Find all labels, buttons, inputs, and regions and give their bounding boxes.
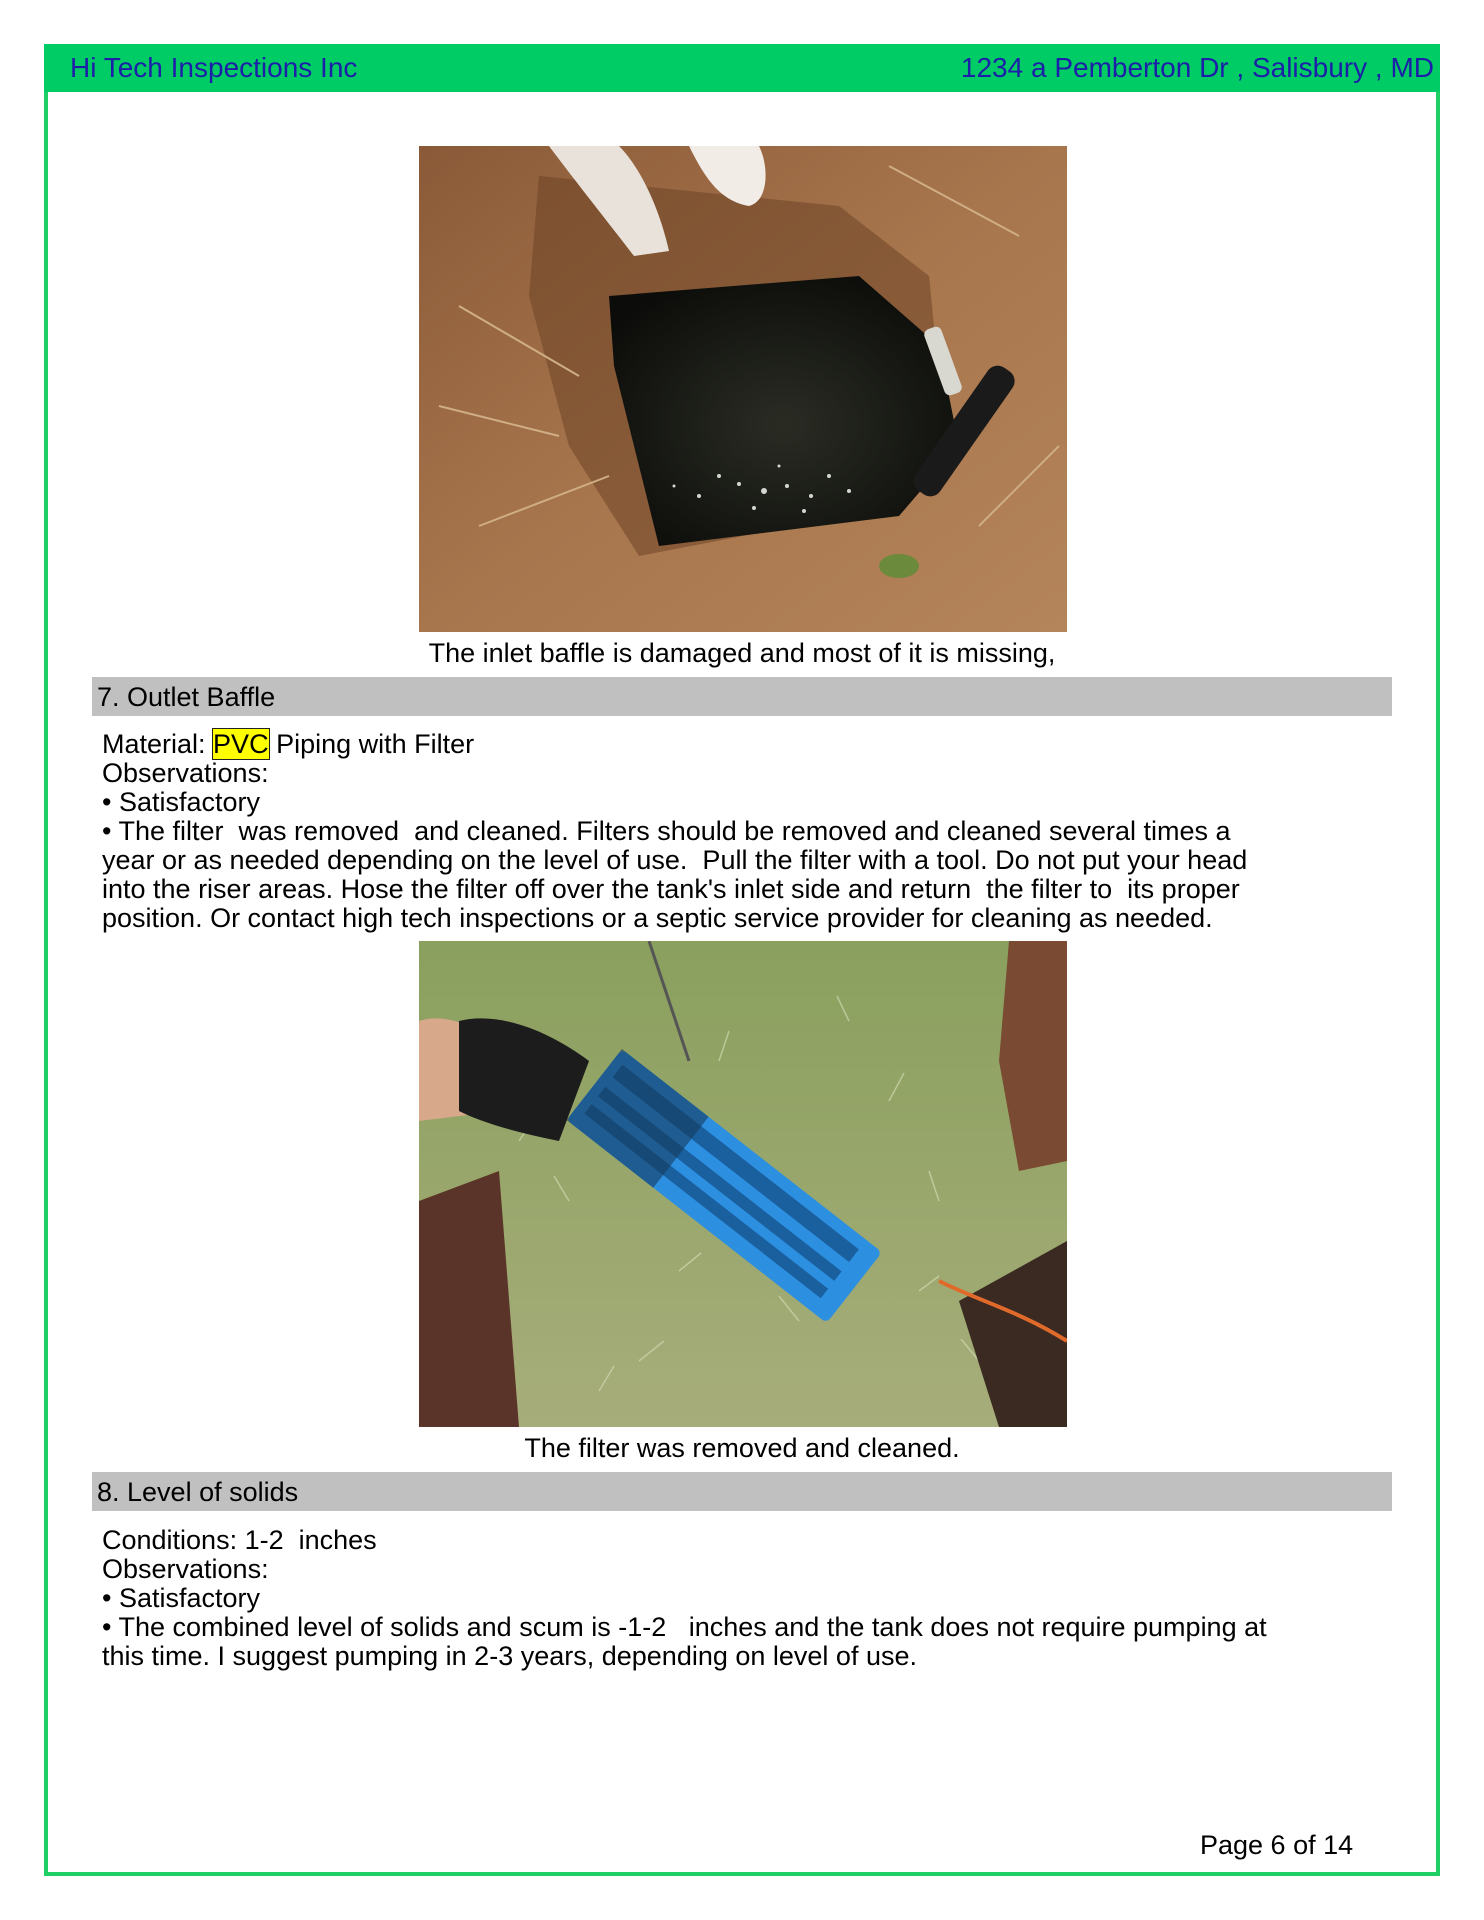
filter-photo (419, 941, 1067, 1427)
material-line: Material: PVC Piping with Filter (102, 729, 475, 759)
observation-line: this time. I suggest pumping in 2-3 years, depending on level of use. (102, 1641, 917, 1671)
observation-line: year or as needed depending on the level of use. Pull the filter with a tool. Do not put your head (102, 845, 1248, 875)
material-highlight: PVC (213, 729, 269, 759)
observation-satisfactory: • Satisfactory (102, 1583, 261, 1613)
report-header (44, 44, 1440, 92)
section-level-of-solids-header: 8. Level of solids (92, 1472, 1392, 1511)
observations-label: Observations: (102, 758, 269, 788)
observation-satisfactory: • Satisfactory (102, 787, 261, 817)
photo2-caption: The filter was removed and cleaned. (524, 1433, 960, 1463)
observation-line: • The filter was removed and cleaned. Filters should be removed and cleaned several times a (102, 816, 1231, 846)
section-outlet-baffle-header: 7. Outlet Baffle (92, 677, 1392, 716)
property-address: 1234 a Pemberton Dr , Salisbury , MD (960, 52, 1434, 83)
observation-line: into the riser areas. Hose the filter off over the tank's inlet side and return the filter to its proper (102, 874, 1240, 904)
observation-line: position. Or contact high tech inspections or a septic service provider for cleaning as needed. (102, 903, 1213, 933)
observation-line: • The combined level of solids and scum is -1-2 inches and the tank does not require pumping at (102, 1612, 1267, 1642)
company-name: Hi Tech Inspections Inc (70, 52, 358, 83)
observations-label: Observations: (102, 1554, 269, 1584)
section-level-of-solids-body (102, 1526, 1402, 1671)
page-number: Page 6 of 14 (1200, 1830, 1354, 1860)
inlet-baffle-photo (419, 146, 1067, 632)
conditions-line: Conditions: 1-2 inches (102, 1525, 377, 1555)
section-outlet-baffle-body (102, 730, 1402, 933)
photo1-caption: The inlet baffle is damaged and most of it is missing, (428, 638, 1056, 668)
